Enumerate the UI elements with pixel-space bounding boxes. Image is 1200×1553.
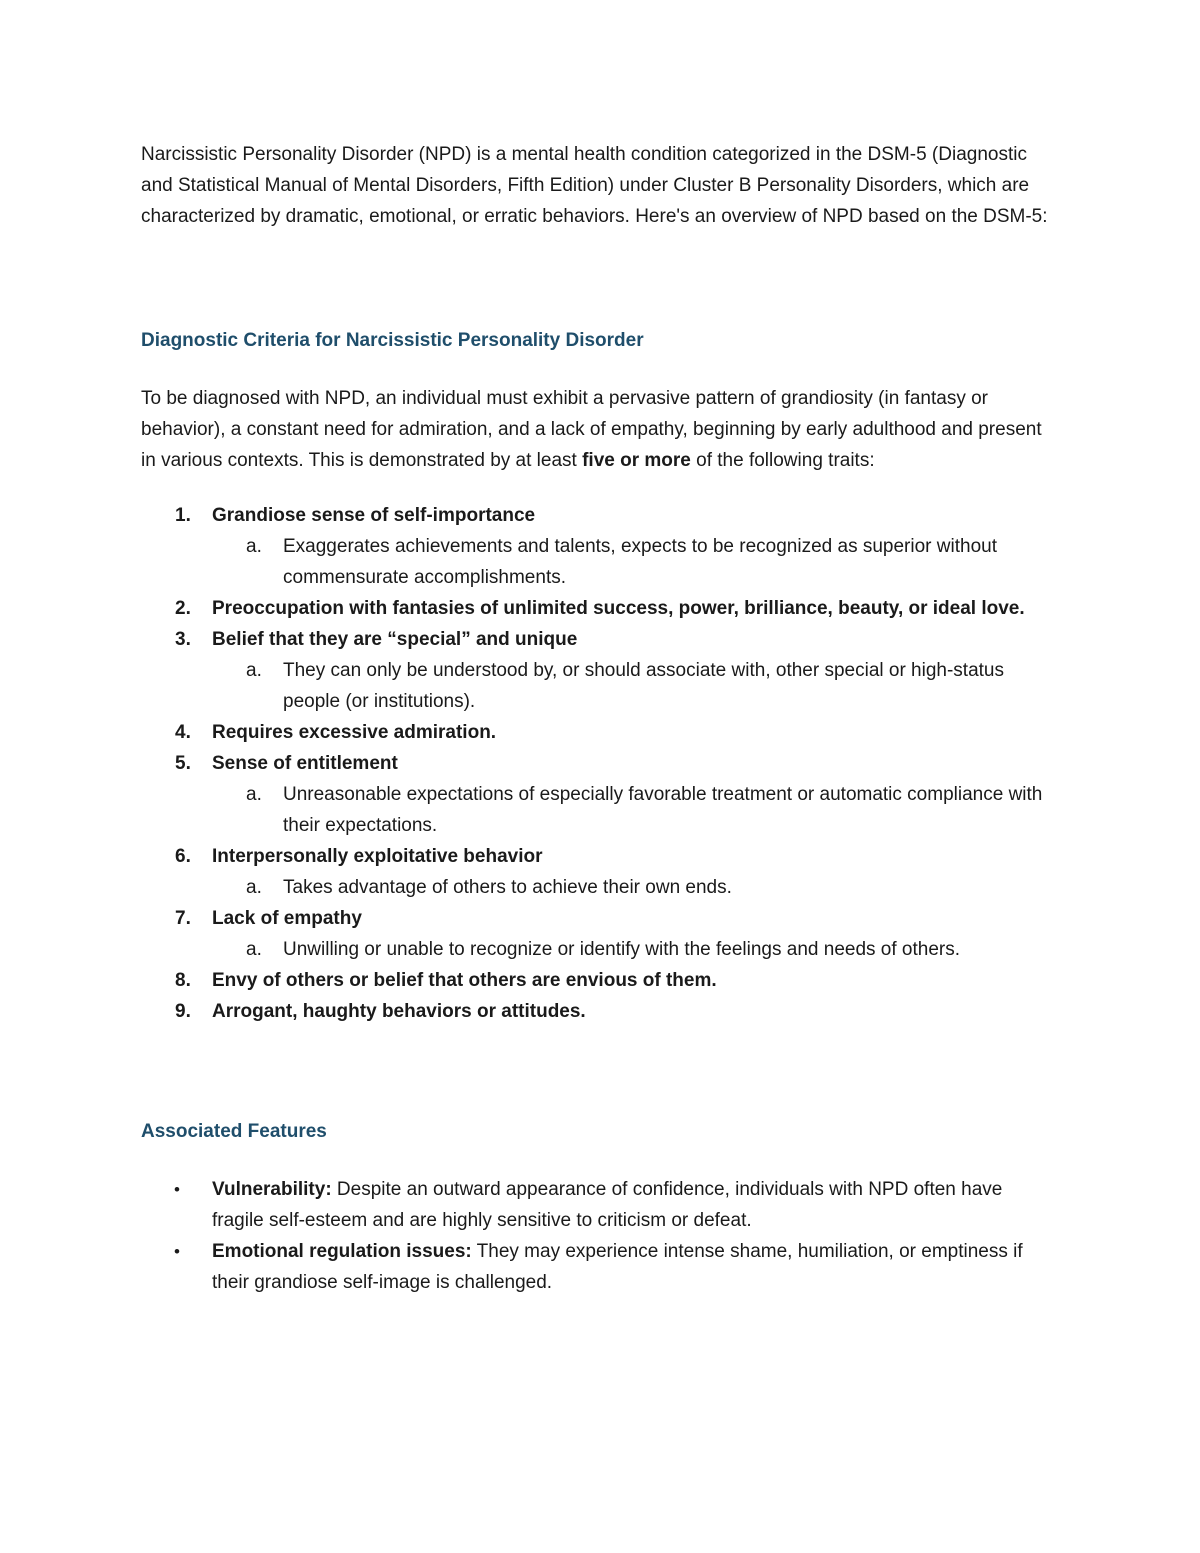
subitem-text: Takes advantage of others to achieve their own ends. (283, 877, 732, 898)
criteria-heading: Diagnostic Criteria for Narcissistic Personality Disorder (141, 330, 644, 351)
criterion-title: Requires excessive admiration. (212, 722, 497, 743)
document-page (141, 139, 1056, 1298)
criterion-item (141, 717, 1056, 748)
criterion-number: 2. (175, 598, 191, 619)
criterion-title: Sense of entitlement (212, 753, 398, 774)
criterion-sublist (212, 531, 1056, 593)
criterion-subitem (212, 655, 1056, 717)
intro-paragraph: Narcissistic Personality Disorder (NPD) is a mental health condition categorized in the DSM-5 (Diagnostic and Statistical Manual of Mental Disorders, Fifth Edition) under Cluster B Personality Disorders, which are characterized by dramatic, emotional, or erratic behaviors. Here's an overview of NPD based on the DSM-5: (141, 144, 1048, 227)
criterion-title: Preoccupation with fantasies of unlimited success, power, brilliance, beauty, or ideal love. (212, 598, 1025, 619)
feature-term: Vulnerability: (212, 1179, 332, 1200)
criterion-sublist (212, 934, 1056, 965)
features-heading: Associated Features (141, 1121, 327, 1142)
criterion-title: Lack of empathy (212, 908, 362, 929)
criteria-lead-paragraph (141, 383, 1056, 476)
subitem-marker: a. (246, 536, 262, 557)
criteria-lead-emphasis: five or more (582, 450, 691, 471)
criterion-subitem (212, 872, 1056, 903)
criterion-title: Envy of others or belief that others are envious of them. (212, 970, 717, 991)
subitem-marker: a. (246, 877, 262, 898)
bullet-icon: • (174, 1180, 180, 1199)
criterion-number: 7. (175, 908, 191, 929)
subitem-marker: a. (246, 660, 262, 681)
criterion-number: 3. (175, 629, 191, 650)
criterion-number: 8. (175, 970, 191, 991)
subitem-text: They can only be understood by, or should associate with, other special or high-status people (or institutions). (283, 660, 1004, 712)
criterion-sublist (212, 655, 1056, 717)
criterion-title: Interpersonally exploitative behavior (212, 846, 543, 867)
criterion-number: 6. (175, 846, 191, 867)
bullet-icon: • (174, 1242, 180, 1261)
feature-text: They may experience intense shame, humiliation, or emptiness if their grandiose self-image is challenged. (212, 1241, 1023, 1293)
criterion-item (141, 903, 1056, 965)
criterion-item (141, 500, 1056, 593)
criterion-item (141, 593, 1056, 624)
subitem-text: Unreasonable expectations of especially favorable treatment or automatic compliance with their expectations. (283, 784, 1043, 836)
criteria-lead-tail: of the following traits: (690, 450, 875, 471)
feature-term: Emotional regulation issues: (212, 1241, 472, 1262)
subitem-marker: a. (246, 939, 262, 960)
criterion-item (141, 748, 1056, 841)
feature-item (141, 1236, 1056, 1298)
feature-text: Despite an outward appearance of confidence, individuals with NPD often have fragile self-esteem and are highly sensitive to criticism or defeat. (212, 1179, 1003, 1231)
criterion-item (141, 841, 1056, 903)
criterion-sublist (212, 872, 1056, 903)
criterion-title: Belief that they are “special” and unique (212, 629, 578, 650)
criterion-number: 9. (175, 1001, 191, 1022)
feature-item (141, 1174, 1056, 1236)
criterion-number: 5. (175, 753, 191, 774)
criterion-title: Arrogant, haughty behaviors or attitudes. (212, 1001, 586, 1022)
features-list (141, 1174, 1056, 1298)
criterion-number: 4. (175, 722, 191, 743)
criterion-subitem (212, 779, 1056, 841)
subitem-text: Unwilling or unable to recognize or identify with the feelings and needs of others. (283, 939, 961, 960)
criterion-subitem (212, 934, 1056, 965)
subitem-marker: a. (246, 784, 262, 805)
criterion-item (141, 996, 1056, 1027)
criterion-subitem (212, 531, 1056, 593)
criterion-number: 1. (175, 505, 191, 526)
criteria-list (141, 500, 1056, 1027)
criteria-lead-text: To be diagnosed with NPD, an individual must exhibit a pervasive pattern of grandiosity (in fantasy or behavior), a constant need for admiration, and a lack of empathy, beginning by early adulthood and present in various contexts. This is demonstrated by at least (141, 388, 1042, 471)
criterion-title: Grandiose sense of self-importance (212, 505, 536, 526)
criterion-sublist (212, 779, 1056, 841)
subitem-text: Exaggerates achievements and talents, expects to be recognized as superior without commensurate accomplishments. (283, 536, 997, 588)
criterion-item (141, 624, 1056, 717)
criterion-item (141, 965, 1056, 996)
